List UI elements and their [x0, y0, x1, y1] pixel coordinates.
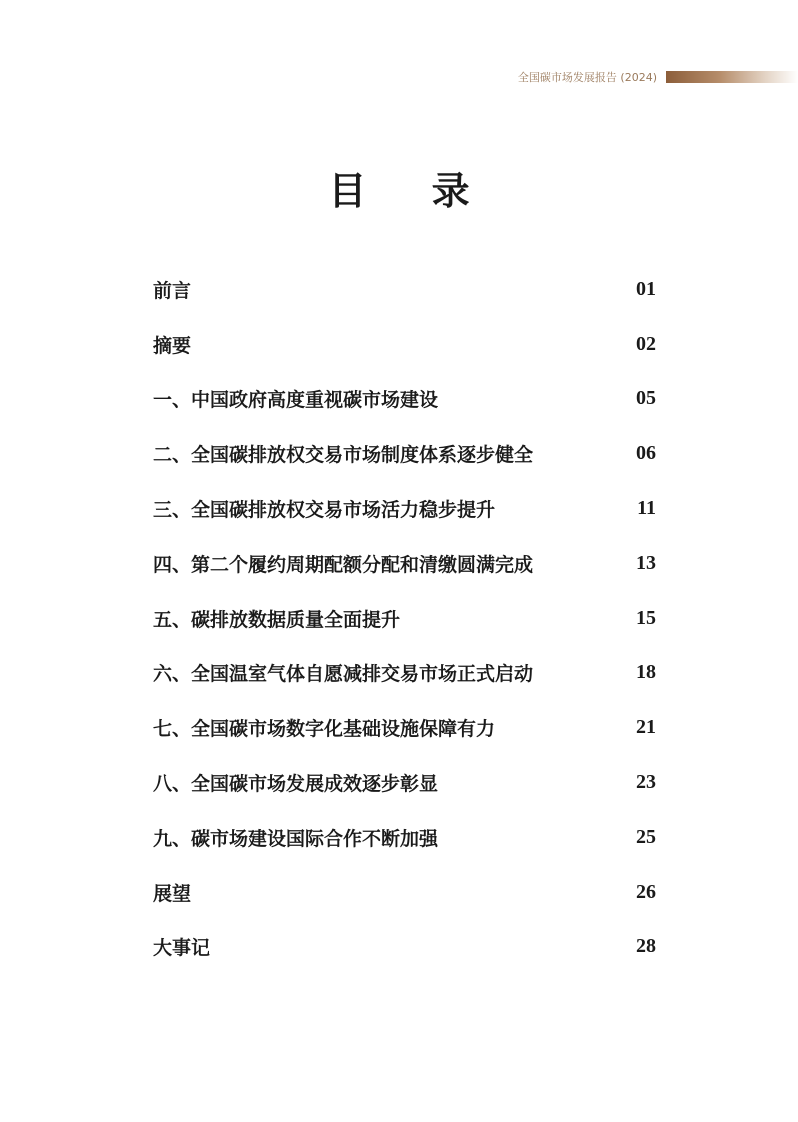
toc-entry-page: 26: [636, 880, 656, 903]
toc-entry-page: 25: [636, 825, 656, 848]
toc-entry-chapter-2[interactable]: [153, 426, 656, 481]
toc-entry-chapter-1[interactable]: [153, 372, 656, 427]
toc-entry-chronicle[interactable]: [153, 920, 656, 975]
toc-entry-label: 六、全国温室气体自愿减排交易市场正式启动: [153, 663, 534, 686]
toc-entry-page: 02: [636, 332, 656, 355]
toc-entry-page: 11: [637, 497, 656, 520]
toc-entry-label: 大事记: [153, 937, 211, 960]
toc-entry-page: 15: [636, 606, 656, 629]
toc-entry-chapter-5[interactable]: [153, 591, 656, 646]
toc-entry-label: 摘要: [153, 334, 192, 357]
toc-entry-label: 前言: [153, 279, 192, 302]
toc-entry-chapter-4[interactable]: [153, 536, 656, 591]
header-gradient-bar: [666, 71, 798, 83]
table-of-contents: [153, 262, 656, 974]
toc-entry-page: 05: [636, 387, 656, 410]
toc-entry-label: 展望: [153, 882, 192, 905]
toc-entry-abstract[interactable]: [153, 317, 656, 372]
toc-entry-chapter-8[interactable]: [153, 755, 656, 810]
toc-entry-label: 三、全国碳排放权交易市场活力稳步提升: [153, 499, 496, 522]
toc-entry-page: 28: [636, 935, 656, 958]
toc-entry-page: 21: [636, 716, 656, 739]
toc-entry-label: 一、中国政府高度重视碳市场建设: [153, 389, 439, 412]
toc-entry-page: 06: [636, 442, 656, 465]
toc-entry-chapter-9[interactable]: [153, 810, 656, 865]
toc-entry-chapter-6[interactable]: [153, 646, 656, 701]
toc-entry-outlook[interactable]: [153, 865, 656, 920]
toc-entry-label: 五、碳排放数据质量全面提升: [153, 608, 401, 631]
running-header: [518, 68, 798, 86]
header-text: 全国碳市场发展报告 (2024): [517, 71, 657, 84]
toc-entry-label: 九、碳市场建设国际合作不断加强: [153, 827, 439, 850]
toc-entry-label: 七、全国碳市场数字化基础设施保障有力: [153, 718, 496, 741]
toc-entry-label: 二、全国碳排放权交易市场制度体系逐步健全: [153, 444, 534, 467]
toc-entry-page: 18: [636, 661, 656, 684]
toc-entry-chapter-3[interactable]: [153, 481, 656, 536]
toc-entry-label: 四、第二个履约周期配额分配和清缴圆满完成: [153, 553, 534, 576]
toc-entry-page: 23: [636, 771, 656, 794]
toc-entry-page: 13: [636, 551, 656, 574]
page-title: 目 录: [328, 168, 496, 213]
toc-entry-chapter-7[interactable]: [153, 700, 656, 755]
toc-entry-page: 01: [636, 277, 656, 300]
toc-entry-preface[interactable]: [153, 262, 656, 317]
toc-entry-label: 八、全国碳市场发展成效逐步彰显: [153, 773, 439, 796]
